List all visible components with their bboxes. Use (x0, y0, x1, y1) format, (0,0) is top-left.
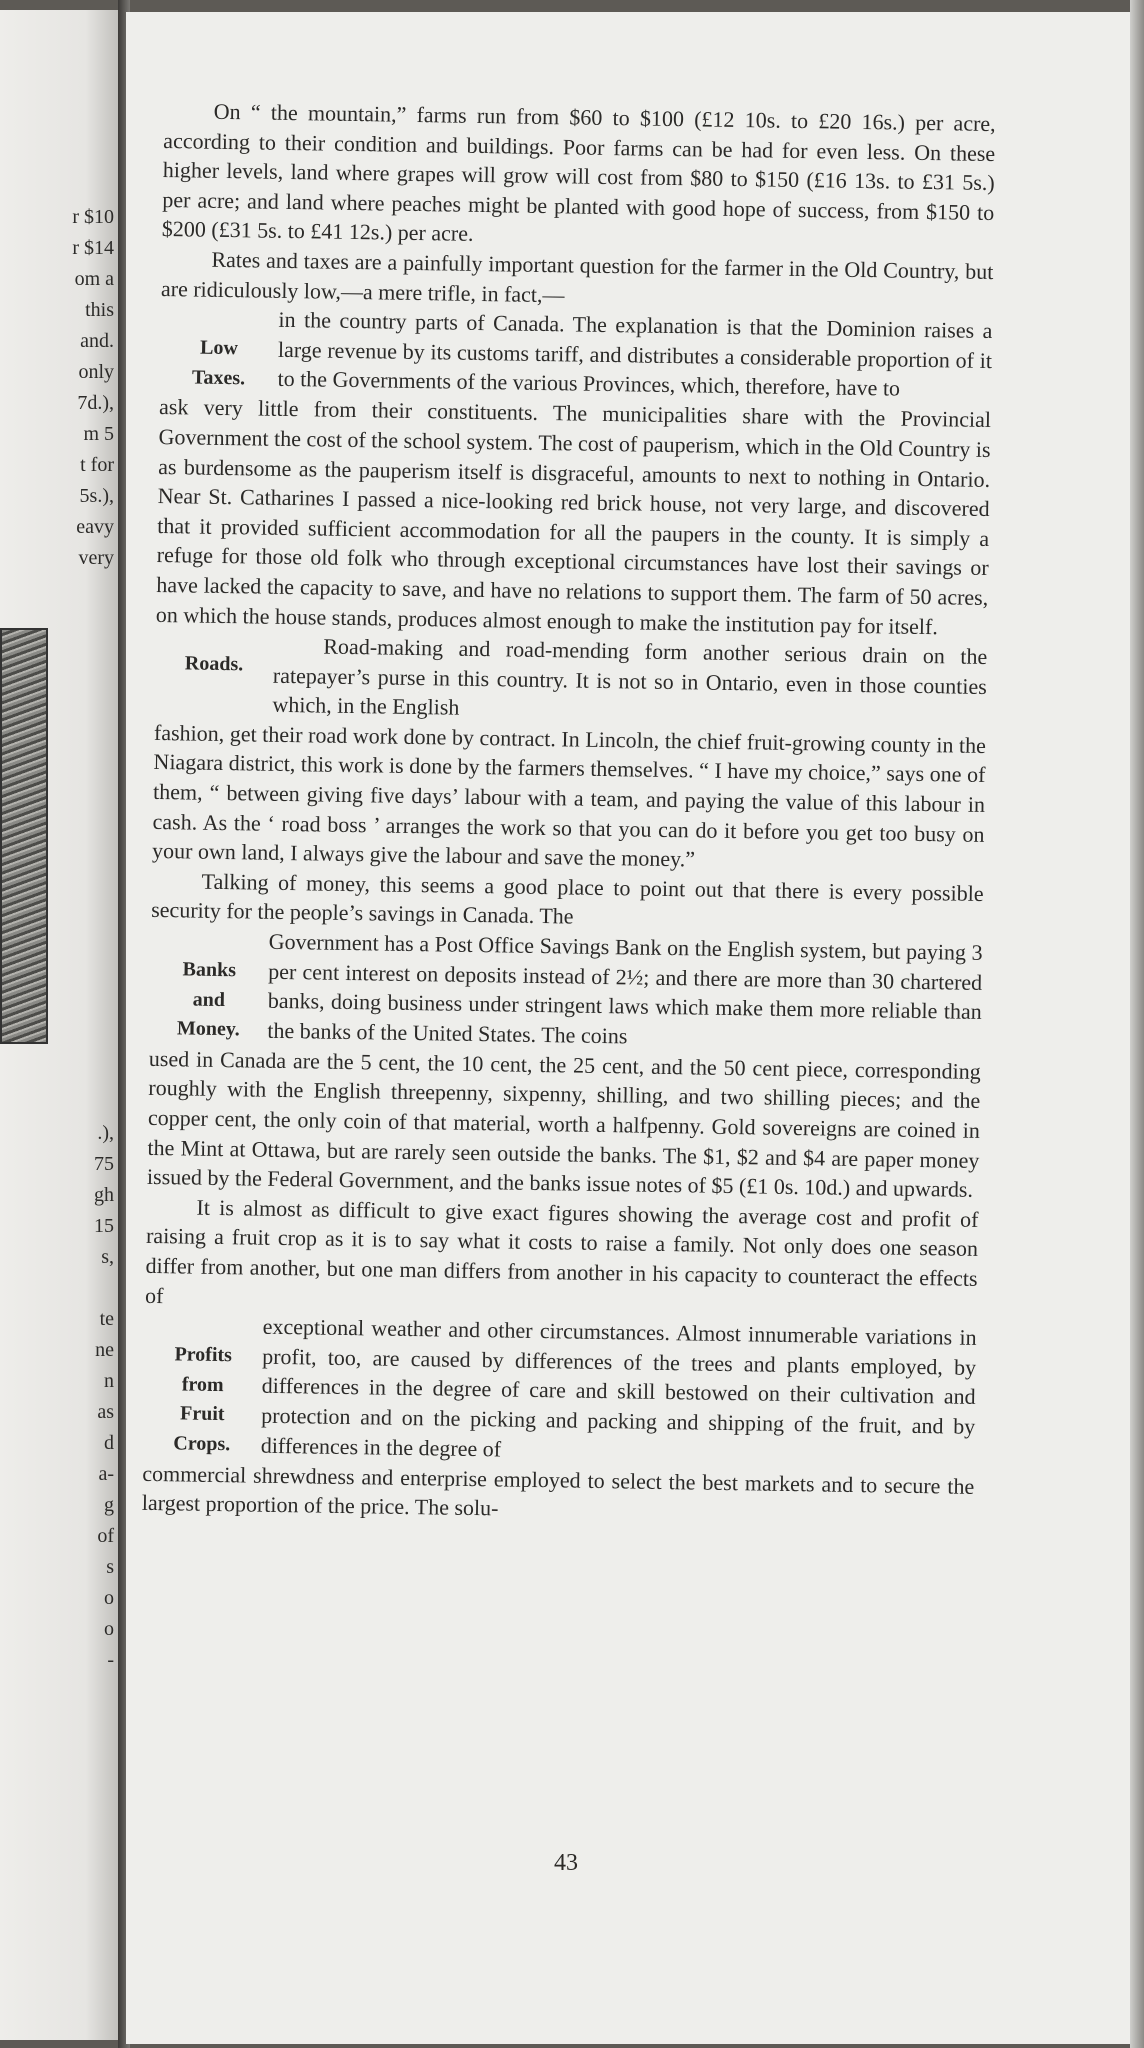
paragraph: ask very little from their constituents. The municipalities share with the Provincial Government the cost of the school system. The cost of pauperism, which in the Old Country is as burdensome as the pauperism itself is disgraceful, amounts to next to nothing in Ontario. Near St. Catharines I passed a nice-looking red brick house, not very large, and discovered that it provided sufficient accommodation for all the paupers in the county. It is simply a refuge for those old folk who through exceptional circumstances have lost their savings or have lacked the capacity to save, and have no relations to support them. The farm of 50 acres, on which the house stands, produces almost enough to make the institution pay for itself. (155, 394, 992, 639)
margin-heading-line: from (181, 1373, 224, 1396)
left-fragment: 7d.), (77, 392, 114, 414)
left-fragment: this (85, 299, 114, 321)
left-fragment: 5s.), (79, 485, 114, 507)
left-page-photo (0, 628, 48, 1044)
margin-heading (143, 1310, 263, 1460)
profits-section (143, 1310, 977, 1471)
left-fragment: a- (98, 1463, 114, 1485)
left-fragment: te (99, 1308, 114, 1330)
left-fragment: ne (95, 1339, 114, 1361)
paragraph: On “ the mountain,” farms run from $60 to $100 (£12 10s. to £20 16s.) per acre, according to their condition and buildings. Poor farms can be had for even less. On these higher levels, land where grapes will grow will cost from $80 to $150 (£16 13s. to £31 5s.) per acre; and land where peaches might be planted with good hope of success, from $150 to $200 (£31 5s. to £41 12s.) per acre. (161, 98, 996, 247)
left-fragment: .), (97, 1122, 114, 1144)
paragraph: Talking of money, this seems a good place to point out that there is every possible security for the people’s savings in Canada. The (151, 868, 984, 929)
left-page-text-top (4, 202, 114, 574)
margin-heading-line: Crops. (173, 1432, 231, 1456)
roads-section (154, 629, 987, 731)
left-fragment: g (104, 1494, 114, 1516)
paragraph: commercial shrewdness and enterprise employed to select the best markets and to secure the largest proportion of the price. The solu- (141, 1460, 975, 1521)
right-page (126, 12, 1136, 2044)
left-fragment: n (104, 1370, 114, 1392)
paragraph: Road-making and road-mending form another serious drain on the ratepayer’s purse in this country. It is not so in Ontario, even in those counties which, in the English (272, 633, 988, 720)
left-fragment: 75 (94, 1153, 114, 1175)
margin-heading-line: Profits (174, 1343, 233, 1367)
paragraph: used in Canada are the 5 cent, the 10 cent, the 25 cent, and the 50 cent piece, corresponding roughly with the English threepenny, sixpenny, shilling, and two shilling pieces; and the copper cent, the only coin of that material, worth a halfpenny. Gold sovereigns are coined in the Mint at Ottawa, but are rarely seen outside the banks. The $1, $2 and $4 are paper money issued by the Federal Government, and the banks issue notes of $5 (£1 0s. 10d.) and upwards. (146, 1045, 981, 1203)
money-section (149, 925, 983, 1057)
left-fragment: - (107, 1649, 114, 1671)
left-fragment: o (104, 1587, 114, 1609)
paragraph: exceptional weather and other circumstances. Almost innumerable variations in profit, too, are caused by differences of the trees and plants employed, by differences in the degree of care and skill bestowed on their cultivation and protection and on the picking and packing and shipping of the fruit, and by differences in the degree of (260, 1313, 977, 1461)
margin-heading-line: Roads. (184, 652, 244, 676)
left-fragment: 15 (94, 1215, 114, 1237)
paragraph: fashion, get their road work done by contract. In Lincoln, the chief fruit-growing county in the Niagara district, this work is done by the farmers themselves. “ I have my choice,” says one of them, “ between giving five days’ labour with a team, and paying the value of this labour in cash. As the ‘ road boss ’ arranges the work so that you can do it before you get too busy on your own land, I always give the labour and save the money.” (151, 719, 987, 872)
section-body (267, 927, 983, 1057)
left-fragment: of (97, 1525, 114, 1547)
margin-heading-line: Taxes. (191, 366, 246, 390)
section-body (261, 1312, 977, 1472)
left-fragment: very (78, 547, 114, 569)
left-fragment: o (104, 1618, 114, 1640)
left-fragment: d (104, 1432, 114, 1454)
margin-heading (154, 629, 273, 720)
page-number: 43 (554, 1850, 578, 1876)
paragraph: Government has a Post Office Savings Bank on the English system, but paying 3 per cent interest on deposits instead of 2½; and there are more than 30 chartered banks, doing business under stringent laws which make them more reliable than the banks of the United States. The coins (267, 928, 983, 1049)
margin-heading (149, 925, 269, 1046)
left-fragment: only (78, 361, 114, 383)
margin-heading-line: Fruit (179, 1402, 225, 1426)
left-fragment (4, 1273, 114, 1304)
margin-heading (159, 303, 278, 394)
body-text (142, 96, 996, 1531)
left-fragment: r $10 (72, 206, 114, 228)
paragraph: Rates and taxes are a painfully important question for the farmer in the Old Country, but are ridiculously low,—a mere trifle, in fact,— (160, 246, 994, 307)
left-page (0, 10, 122, 2040)
section-body (272, 631, 987, 731)
page-edge (1130, 0, 1144, 2048)
left-fragment: s, (101, 1246, 114, 1268)
margin-heading-line: Money. (176, 1017, 240, 1041)
section-body (277, 305, 992, 405)
left-page-text-bottom (4, 1118, 114, 1676)
margin-heading-line: Banks (182, 958, 237, 982)
left-fragment: and. (80, 330, 114, 352)
margin-heading-line: and (192, 988, 226, 1011)
left-fragment: m 5 (83, 423, 114, 445)
left-fragment: gh (94, 1184, 114, 1206)
margin-heading-line: Low (199, 336, 239, 360)
left-fragment: s (106, 1556, 114, 1578)
left-fragment: r $14 (72, 237, 114, 259)
left-fragment: as (97, 1401, 114, 1423)
left-fragment: om a (74, 268, 114, 290)
left-fragment: t for (80, 454, 114, 476)
taxes-section (159, 303, 992, 405)
paragraph: It is almost as difficult to give exact figures showing the average cost and profit of raising a fruit crop as it is to say what it costs to raise a family. Not only does one season differ from another, but one man differs from another in his capacity to counteract the effects of (144, 1194, 979, 1308)
left-fragment: eavy (76, 516, 114, 538)
paragraph: in the country parts of Canada. The explanation is that the Dominion raises a large revenue by its customs tariff, and distributes a considerable proportion of it to the Governments of the various Provinces, which, therefore, have to (277, 306, 993, 401)
